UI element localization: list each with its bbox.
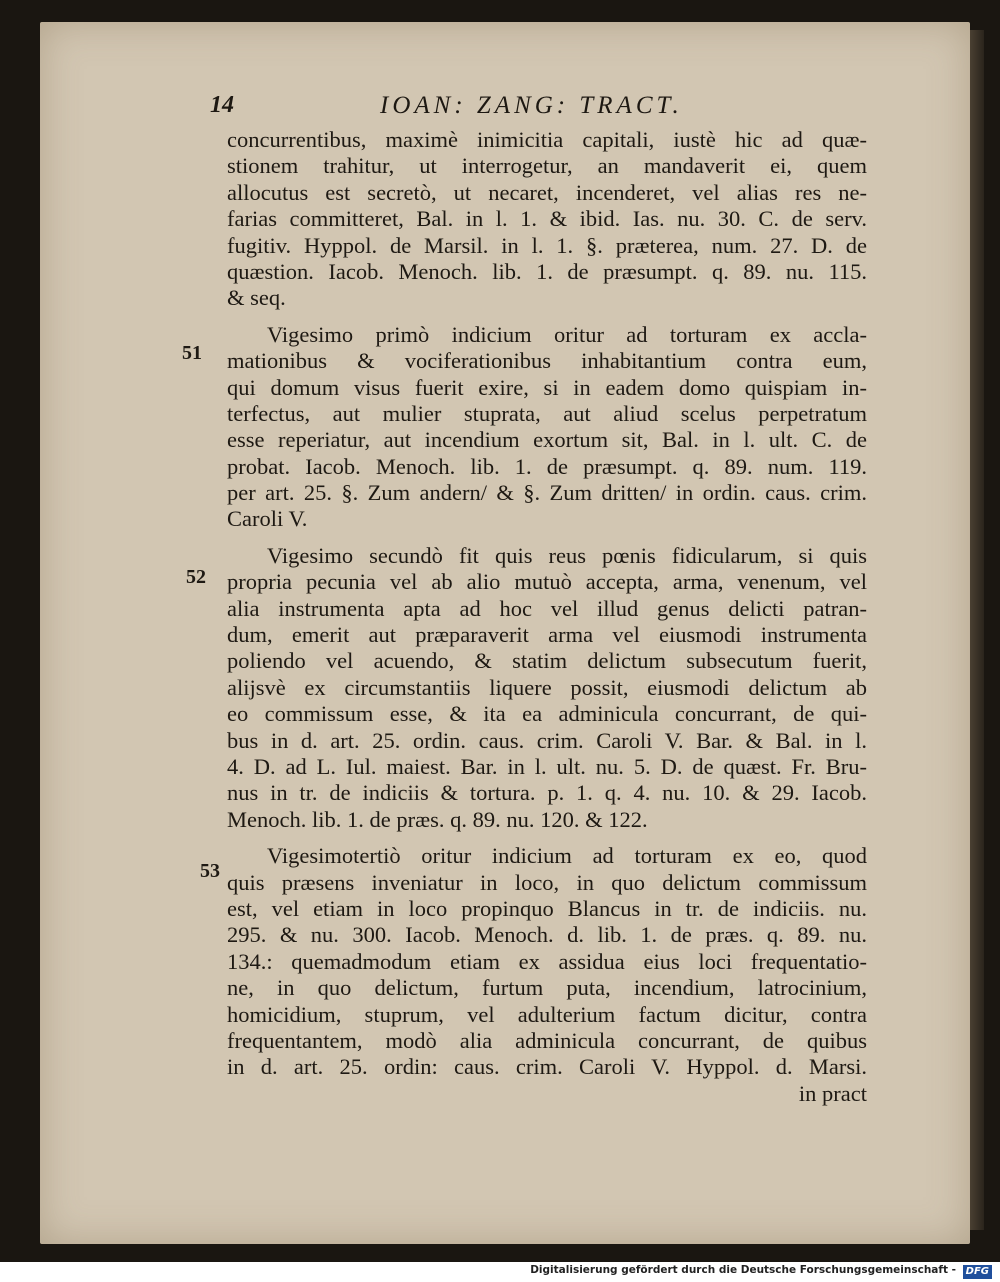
paragraph-continuation (227, 127, 867, 312)
body-text (227, 127, 867, 1107)
text-line: allocutus est secretò, ut necaret, incenderet, vel alias res ne- (227, 179, 867, 205)
page-edge (970, 30, 984, 1230)
footer-bar (0, 1262, 1000, 1282)
text-line: concurrentibus, maximè inimicitia capitali, iustè hic ad quæ- (227, 127, 867, 152)
text-line: fugitiv. Hyppol. de Marsil. in l. 1. §. præterea, num. 27. D. de (227, 232, 867, 258)
text-line: qui domum visus fuerit exire, si in eadem domo quispiam in- (227, 374, 867, 400)
text-line: terfectus, aut mulier stuprata, aut aliud scelus perpetratum (227, 400, 867, 426)
text-line: homicidium, stuprum, vel adulterium factum dicitur, contra (227, 1001, 867, 1027)
funding-notice: Digitalisierung gefördert durch die Deutsche Forschungsgemeinschaft - (530, 1264, 956, 1276)
text-line: esse reperiatur, aut incendium exortum sit, Bal. in l. ult. C. de (227, 427, 867, 453)
paragraph-53 (227, 843, 867, 1107)
text-line: est, vel etiam in loco propinquo Blancus in tr. de indiciis. nu. (227, 895, 867, 921)
text-line: nus in tr. de indiciis & tortura. p. 1. q. 4. nu. 10. & 29. Iacob. (227, 780, 867, 806)
text-line: Vigesimotertiò oritur indicium ad torturam ex eo, quod (267, 843, 867, 869)
page-header (210, 92, 700, 128)
text-line: Caroli V. (227, 506, 308, 532)
text-line: & seq. (227, 285, 286, 311)
text-line: quæstion. Iacob. Menoch. lib. 1. de præsumpt. q. 89. nu. 115. (227, 258, 867, 284)
text-line: Menoch. lib. 1. de præs. q. 89. nu. 120. & 122. (227, 806, 648, 832)
text-line: 295. & nu. 300. Iacob. Menoch. d. lib. 1. de præs. q. 89. nu. (227, 922, 867, 948)
paragraph-52 (227, 543, 867, 833)
text-line: eo commissum esse, & ita ea adminicula concurrant, de qui- (227, 701, 867, 727)
text-line: Vigesimo primò indicium oritur ad torturam ex accla- (267, 321, 867, 347)
dfg-logo-icon: DFG (963, 1265, 992, 1279)
running-head: IOAN: ZANG: TRACT. (380, 92, 683, 119)
text-line: propria pecunia vel ab alio mutuò accepta, arma, venenum, vel (227, 569, 867, 595)
text-line: dum, emerit aut præparaverit arma vel eiusmodi instrumenta (227, 622, 867, 648)
text-line: per art. 25. §. Zum andern/ & §. Zum dritten/ in ordin. caus. crim. (227, 480, 867, 506)
margin-number-53: 53 (200, 860, 220, 882)
text-line: probat. Iacob. Menoch. lib. 1. de præsumpt. q. 89. num. 119. (227, 453, 867, 479)
text-line: 134.: quemadmodum etiam ex assidua eius loci frequentatio- (227, 948, 867, 974)
text-line: frequentantem, modò alia adminicula concurrant, de quibus (227, 1027, 867, 1053)
catchword: in pract (798, 1080, 867, 1106)
text-line: stionem trahitur, ut interrogetur, an mandaverit ei, quem (227, 153, 867, 179)
text-line: farias committeret, Bal. in l. 1. & ibid. Ias. nu. 30. C. de serv. (227, 206, 867, 232)
text-line: bus in d. art. 25. ordin. caus. crim. Caroli V. Bar. & Bal. in l. (227, 727, 867, 753)
text-line: alijsvè ex circumstantiis liquere possit, eiusmodi delictum ab (227, 674, 867, 700)
paragraph-51 (227, 322, 867, 533)
text-line: ne, in quo delictum, furtum puta, incendium, latrocinium, (227, 975, 867, 1001)
page-number: 14 (210, 92, 234, 118)
margin-number-52: 52 (186, 566, 206, 588)
text-line: poliendo vel acuendo, & statim delictum subsecutum fuerit, (227, 648, 867, 674)
text-line: 4. D. ad L. Iul. maiest. Bar. in l. ult. nu. 5. D. de quæst. Fr. Bru- (227, 753, 867, 779)
text-line: alia instrumenta apta ad hoc vel illud genus delicti patran- (227, 595, 867, 621)
text-line: Vigesimo secundò fit quis reus pœnis fidicularum, si quis (267, 542, 867, 568)
margin-number-51: 51 (182, 342, 202, 364)
text-line: in d. art. 25. ordin: caus. crim. Caroli V. Hyppol. d. Marsi. (227, 1054, 867, 1080)
text-line: mationibus & vociferationibus inhabitantium contra eum, (227, 348, 867, 374)
text-line: quis præsens inveniatur in loco, in quo delictum commissum (227, 869, 867, 895)
